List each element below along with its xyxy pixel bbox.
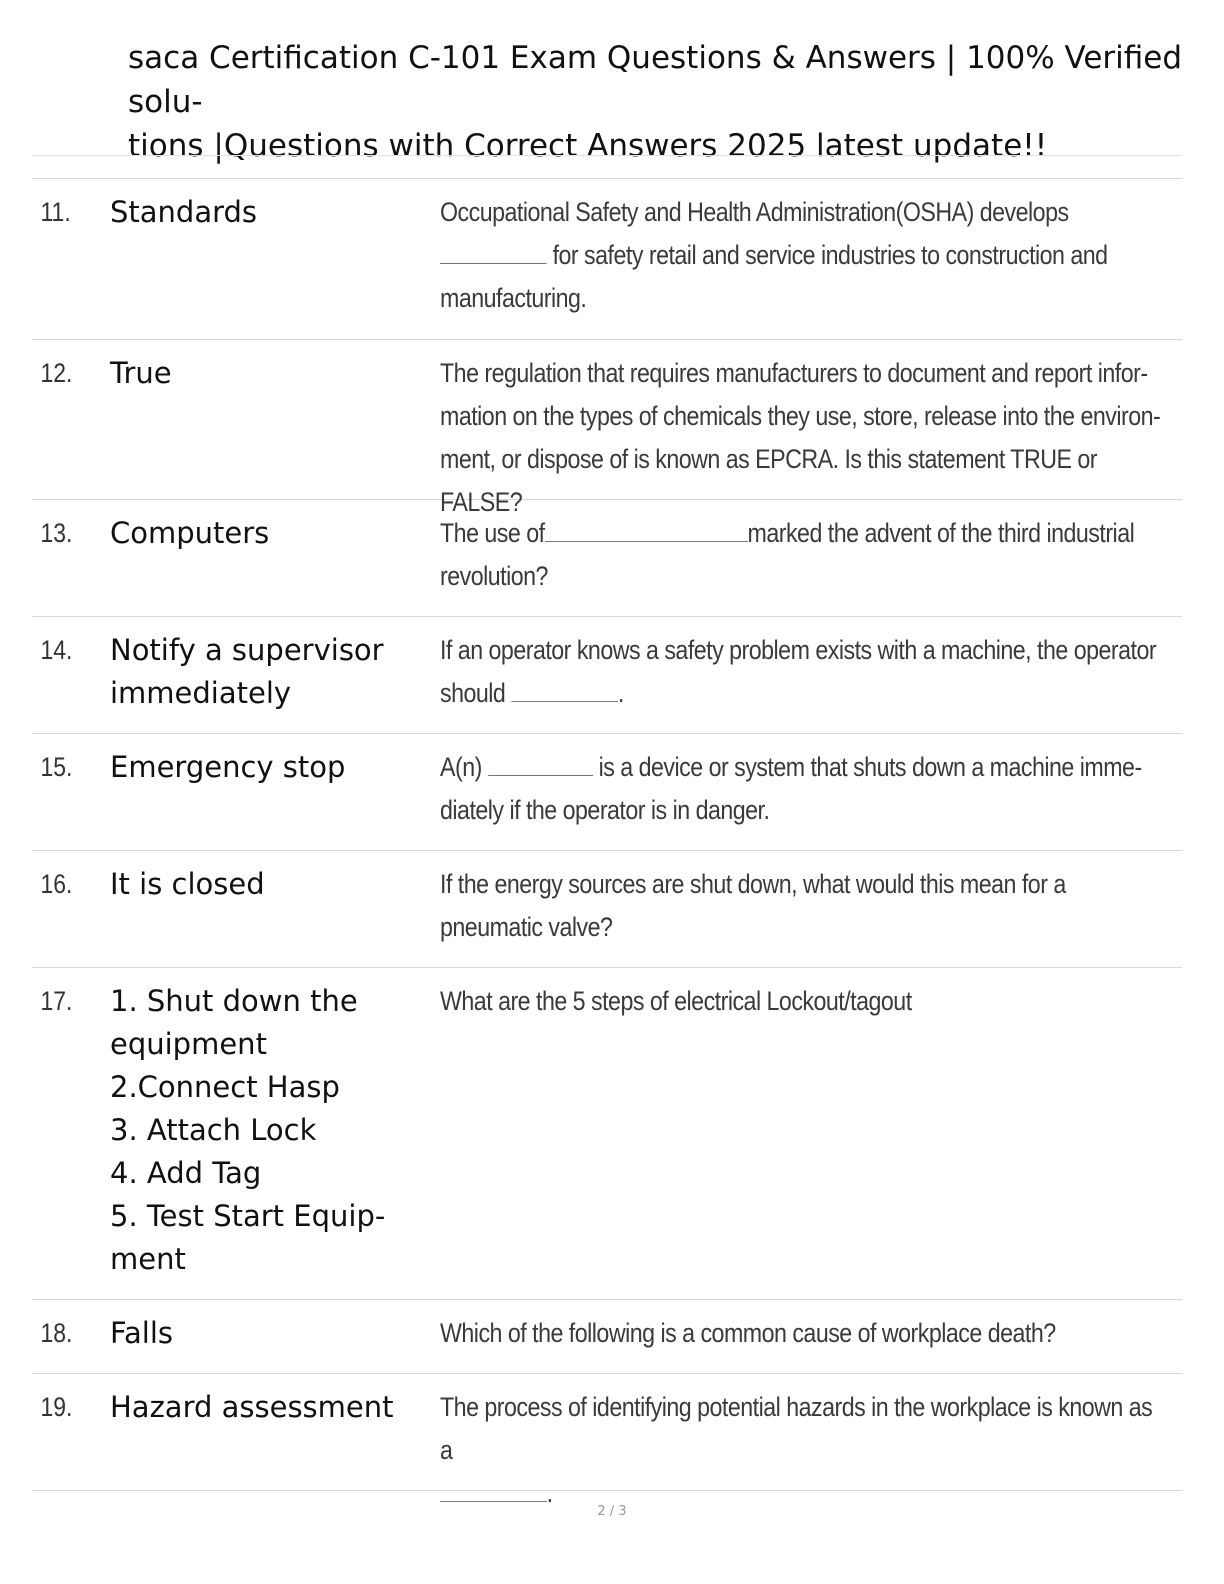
definition-text-start: The use of bbox=[440, 518, 545, 548]
definition-text-end: . bbox=[617, 678, 624, 708]
card-term: Emergency stop bbox=[110, 750, 346, 784]
flashcard-list bbox=[32, 178, 1182, 1508]
list-item bbox=[32, 340, 1182, 517]
fill-in-blank bbox=[440, 1473, 547, 1502]
definition-text-end: is a device or system that shuts down a machine imme-diately if the operator is in danger. bbox=[440, 752, 1142, 825]
title-line-2: tions |Questions with Correct Answers 2025 latest update!! bbox=[128, 128, 1048, 164]
list-item bbox=[32, 851, 1182, 968]
card-number: 13. bbox=[40, 518, 73, 548]
definition-text-start: The process of identifying potential hazards in the workplace is known as a bbox=[440, 1392, 1153, 1465]
card-definition bbox=[440, 512, 1182, 616]
card-term: Notify a supervisor immediately bbox=[110, 633, 384, 710]
definition-text-end: . bbox=[546, 1478, 553, 1508]
definition-text-start: Occupational Safety and Health Administration(OSHA) develops bbox=[440, 197, 1069, 227]
card-term: Falls bbox=[110, 1316, 174, 1350]
list-item bbox=[32, 500, 1182, 617]
list-item bbox=[32, 1300, 1182, 1374]
definition-text bbox=[440, 191, 1162, 320]
fill-in-blank bbox=[488, 747, 593, 776]
header-divider bbox=[32, 155, 1182, 156]
list-item bbox=[32, 734, 1182, 851]
title-line-1: saca Certification C-101 Exam Questions & Answers | 100% Verified solu- bbox=[128, 40, 1183, 120]
list-item bbox=[32, 179, 1182, 340]
card-term: It is closed bbox=[110, 867, 265, 901]
definition-text bbox=[440, 863, 1162, 949]
card-number: 16. bbox=[40, 869, 73, 899]
definition-text bbox=[440, 352, 1162, 524]
term-step: 2.Connect Hasp bbox=[110, 1070, 340, 1104]
definition-text-start: Which of the following is a common cause of workplace death? bbox=[440, 1318, 1056, 1348]
card-definition bbox=[440, 352, 1182, 517]
list-item bbox=[32, 1374, 1182, 1508]
definition-text-end: for safety retail and service industries to construction and manufacturing. bbox=[440, 240, 1108, 313]
page-number: 2 / 3 bbox=[597, 1504, 627, 1519]
definition-text bbox=[440, 980, 1162, 1023]
definition-text-start: A(n) bbox=[440, 752, 488, 782]
card-definition bbox=[440, 746, 1182, 850]
definition-text-start: The regulation that requires manufacturers to document and report infor-mation on the types of chemicals they use, store, release into the environ-ment, or dispose of is known as EPCRA. Is this statement TRUE or FALSE? bbox=[440, 358, 1161, 517]
term-step: 4. Add Tag bbox=[110, 1156, 262, 1190]
card-number: 19. bbox=[40, 1392, 73, 1422]
card-definition bbox=[440, 1312, 1182, 1373]
card-definition bbox=[440, 1386, 1182, 1508]
card-number: 18. bbox=[40, 1318, 73, 1348]
card-number: 14. bbox=[40, 635, 73, 665]
card-term bbox=[110, 980, 440, 1299]
fill-in-blank bbox=[511, 673, 618, 702]
term-step: 5. Test Start Equip-ment bbox=[110, 1199, 386, 1276]
card-definition bbox=[440, 980, 1182, 1299]
card-number: 11. bbox=[40, 197, 71, 227]
card-term: Hazard assessment bbox=[110, 1390, 394, 1424]
card-term: True bbox=[110, 356, 172, 390]
list-item bbox=[32, 617, 1182, 734]
definition-text-start: If the energy sources are shut down, what would this mean for a pneumatic valve? bbox=[440, 869, 1066, 942]
card-number: 12. bbox=[40, 358, 73, 388]
definition-text-start: What are the 5 steps of electrical Lockout/tagout bbox=[440, 986, 912, 1016]
card-number: 15. bbox=[40, 752, 73, 782]
fill-in-blank bbox=[545, 513, 748, 542]
card-term: Standards bbox=[110, 195, 258, 229]
definition-text bbox=[440, 1312, 1162, 1355]
definition-text bbox=[440, 746, 1162, 832]
list-item bbox=[32, 968, 1182, 1300]
definition-text-end: marked the advent of the third industrial revolution? bbox=[440, 518, 1135, 591]
card-definition bbox=[440, 863, 1182, 967]
card-definition bbox=[440, 629, 1182, 733]
document-title bbox=[128, 36, 1208, 168]
card-definition bbox=[440, 191, 1182, 339]
term-step: 3. Attach Lock bbox=[110, 1113, 317, 1147]
definition-text bbox=[440, 629, 1162, 715]
term-step: 1. Shut down the equipment bbox=[110, 984, 358, 1061]
card-term: Computers bbox=[110, 516, 270, 550]
card-number: 17. bbox=[40, 986, 73, 1016]
fill-in-blank bbox=[440, 235, 547, 264]
definition-text-start: If an operator knows a safety problem exists with a machine, the operator should bbox=[440, 635, 1157, 708]
definition-text bbox=[440, 512, 1162, 598]
definition-text bbox=[440, 1386, 1162, 1515]
